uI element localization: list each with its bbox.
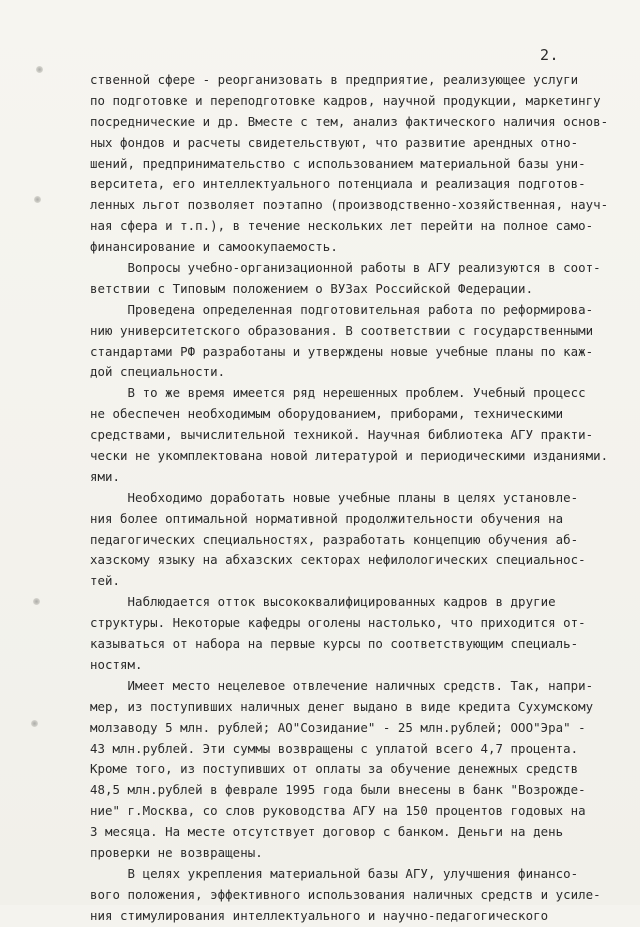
text-line: структуры. Некоторые кафедры оголены настолько, что приходится от- bbox=[90, 615, 586, 631]
text-line: 43 млн.рублей. Эти суммы возвращены с уплатой всего 4,7 процента. bbox=[90, 740, 579, 756]
text-line: Имеет место нецелевое отвлечение наличных средств. Так, напри- bbox=[90, 677, 594, 693]
text-line: Кроме того, из поступивших от оплаты за обучение денежных средств bbox=[90, 761, 579, 777]
text-line: мер, из поступивших наличных денег выдано в виде кредита Сухумскому bbox=[90, 698, 594, 714]
text-line: чески не укомплектована новой литературой и периодическими изданиями. bbox=[90, 448, 609, 464]
text-line: ных фондов и расчеты свидетельствуют, что развитие арендных отно- bbox=[90, 134, 579, 150]
text-line: ственной сфере - реорганизовать в предприятие, реализующее услуги bbox=[90, 72, 579, 87]
text-line: посреднические и др. Вместе с тем, анализ фактического наличия основ- bbox=[90, 113, 609, 129]
text-line: по подготовке и переподготовке кадров, научной продукции, маркетингу bbox=[90, 92, 601, 108]
text-line: молзаводу 5 млн. рублей; АО"Созидание" - 25 млн.рублей; ООО"Эра" - bbox=[90, 719, 586, 735]
text-line: ния стимулирования интеллектуального и научно-педагогического bbox=[90, 907, 549, 923]
text-line: Наблюдается отток высококвалифицированных кадров в другие bbox=[90, 594, 556, 610]
text-line: ветствии с Типовым положением о ВУЗах Российской Федерации. bbox=[90, 280, 534, 296]
text-line: Необходимо доработать новые учебные планы в целях установле- bbox=[90, 489, 579, 505]
text-line: ленных льгот позволяет поэтапно (производственно-хозяйственная, науч- bbox=[90, 197, 609, 213]
text-line: верситета, его интеллектуального потенциала и реализация подготов- bbox=[90, 176, 586, 192]
text-line: проверки не возвращены. bbox=[90, 844, 263, 860]
text-line: вого положения, эффективного использования наличных средств и усиле- bbox=[90, 886, 601, 902]
text-line: В целях укрепления материальной базы АГУ, улучшения финансо- bbox=[90, 865, 579, 881]
page-number: 2. bbox=[540, 46, 560, 64]
text-line: Вопросы учебно-организационной работы в АГУ реализуются в соот- bbox=[90, 260, 601, 276]
text-line: дой специальности. bbox=[90, 364, 226, 380]
document-body bbox=[90, 70, 635, 927]
text-line: В то же время имеется ряд нерешенных проблем. Учебный процесс bbox=[90, 385, 586, 401]
text-line: хазскому языку на абхазских секторах нефилологических специальнос- bbox=[90, 552, 586, 568]
text-line: не обеспечен необходимым оборудованием, приборами, техническими bbox=[90, 406, 564, 422]
text-line: Проведена определенная подготовительная работа по реформирова- bbox=[90, 301, 594, 317]
text-line: ностям. bbox=[90, 656, 143, 672]
punch-hole-mark bbox=[34, 196, 41, 203]
text-line: педагогических специальностях, разработать концепцию обучения аб- bbox=[90, 531, 579, 547]
text-line: ние" г.Москва, со слов руководства АГУ на 150 процентов годовых на bbox=[90, 803, 586, 819]
text-line: 3 месяца. На месте отсутствует договор с банком. Деньги на день bbox=[90, 824, 564, 840]
text-line: средствами, вычислительной техникой. Научная библиотека АГУ практи- bbox=[90, 427, 594, 443]
text-line: ния более оптимальной нормативной продолжительности обучения на bbox=[90, 510, 564, 526]
text-line: ная сфера и т.п.), в течение нескольких лет перейти на полное само- bbox=[90, 218, 594, 234]
text-line: тей. bbox=[90, 573, 121, 589]
text-line: стандартами РФ разработаны и утверждены новые учебные планы по каж- bbox=[90, 343, 594, 359]
text-line: казываться от набора на первые курсы по соответствующим специаль- bbox=[90, 636, 579, 652]
punch-hole-mark bbox=[33, 598, 40, 605]
text-line: нию университетского образования. В соответствии с государственными bbox=[90, 322, 594, 338]
punch-hole-mark bbox=[36, 66, 43, 73]
text-line: ями. bbox=[90, 468, 121, 484]
text-line: финансирование и самоокупаемость. bbox=[90, 239, 338, 255]
punch-hole-mark bbox=[31, 720, 38, 727]
text-line: 48,5 млн.рублей в феврале 1995 года были внесены в банк "Возрожде- bbox=[90, 782, 586, 798]
text-line: шений, предпринимательство с использованием материальной базы уни- bbox=[90, 155, 586, 171]
